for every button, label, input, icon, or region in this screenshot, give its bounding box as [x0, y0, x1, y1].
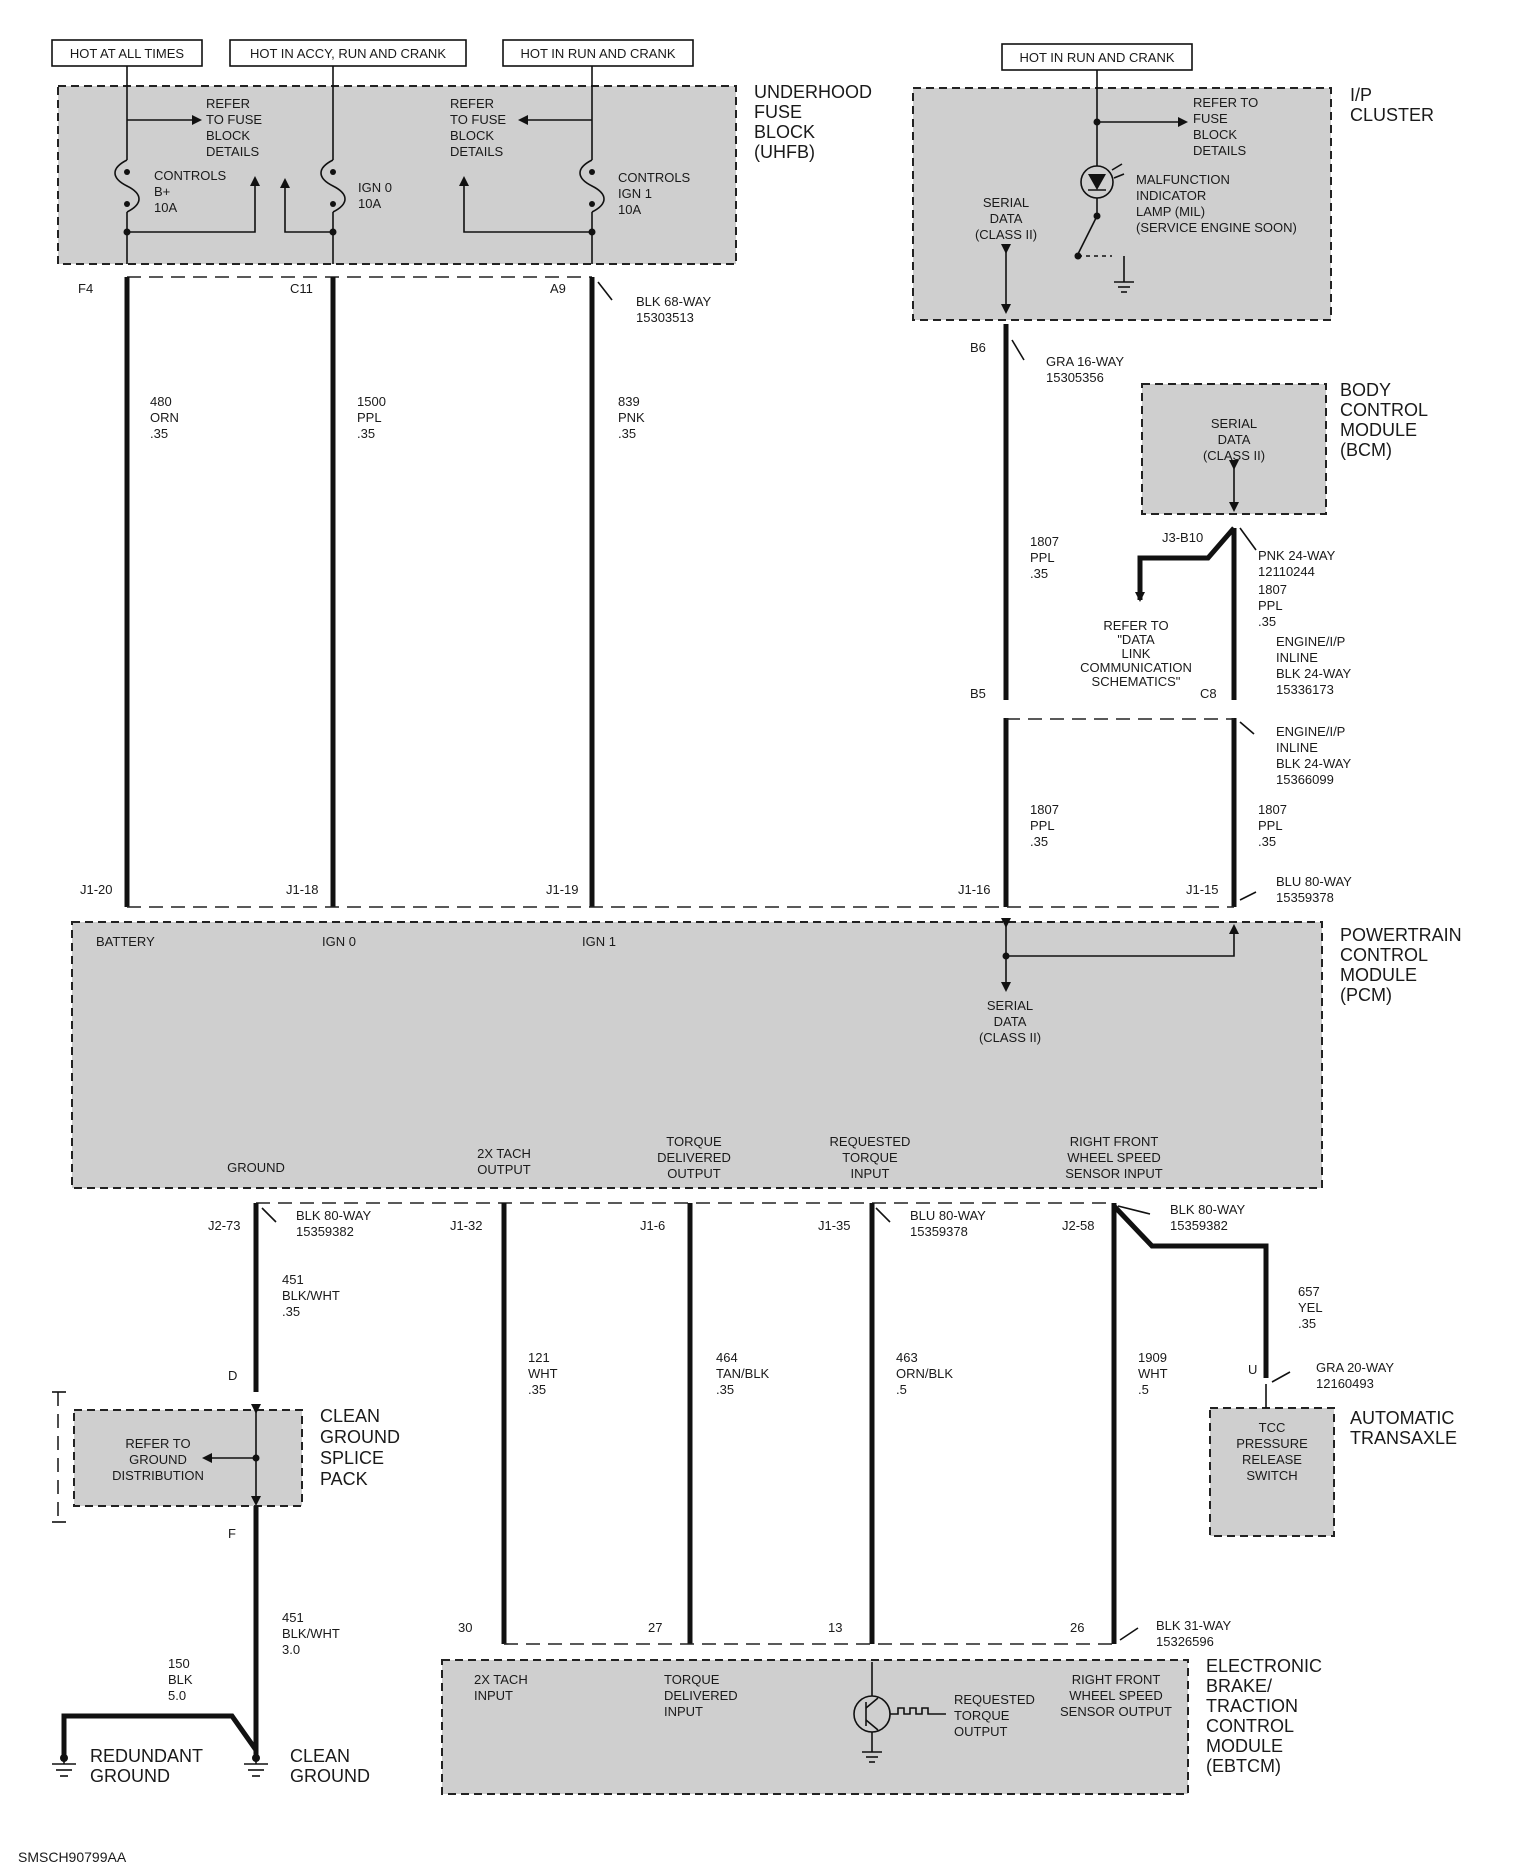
svg-text:TO FUSE: TO FUSE [450, 112, 507, 127]
redundant-ground-icon [52, 1754, 76, 1776]
svg-text:MODULE: MODULE [1340, 965, 1418, 985]
svg-text:CONTROL: CONTROL [1206, 1716, 1295, 1736]
svg-text:F: F [228, 1526, 236, 1541]
svg-text:PPL: PPL [1030, 550, 1055, 565]
svg-text:J1-32: J1-32 [450, 1218, 483, 1233]
svg-text:BLK 80-WAY: BLK 80-WAY [296, 1208, 372, 1223]
svg-text:I/P: I/P [1350, 85, 1373, 105]
svg-text:30: 30 [458, 1620, 473, 1635]
svg-text:PACK: PACK [320, 1469, 368, 1489]
svg-text:10A: 10A [618, 202, 642, 217]
svg-text:SERIAL: SERIAL [982, 195, 1030, 210]
svg-text:REFER: REFER [450, 96, 495, 111]
svg-text:MODULE: MODULE [1340, 420, 1418, 440]
svg-text:IGN 0: IGN 0 [322, 934, 356, 949]
svg-text:(UHFB): (UHFB) [754, 142, 815, 162]
svg-text:(BCM): (BCM) [1340, 440, 1392, 460]
svg-text:REFER: REFER [206, 96, 251, 111]
svg-text:1807: 1807 [1258, 802, 1287, 817]
svg-text:27: 27 [648, 1620, 663, 1635]
wire-serial-data-ipc [1006, 324, 1059, 907]
svg-text:HOT IN RUN AND CRANK: HOT IN RUN AND CRANK [1019, 50, 1175, 65]
svg-text:GRA 20-WAY: GRA 20-WAY [1316, 1360, 1395, 1375]
svg-text:PNK 24-WAY: PNK 24-WAY [1258, 548, 1336, 563]
svg-text:10A: 10A [358, 196, 382, 211]
svg-text:TAN/BLK: TAN/BLK [716, 1366, 770, 1381]
svg-text:TORQUE: TORQUE [664, 1672, 720, 1687]
svg-text:INPUT: INPUT [664, 1704, 703, 1719]
svg-text:J1-15: J1-15 [1186, 882, 1219, 897]
svg-text:15359378: 15359378 [910, 1224, 968, 1239]
svg-text:FUSE: FUSE [754, 102, 803, 122]
svg-text:480: 480 [150, 394, 172, 409]
svg-text:15366099: 15366099 [1276, 772, 1334, 787]
svg-text:POWERTRAIN: POWERTRAIN [1340, 925, 1462, 945]
ip-cluster-connector [970, 340, 1124, 385]
svg-text:BLOCK: BLOCK [754, 122, 816, 142]
svg-text:C8: C8 [1200, 686, 1217, 701]
svg-text:TRACTION: TRACTION [1206, 1696, 1298, 1716]
svg-text:13: 13 [828, 1620, 843, 1635]
svg-text:UNDERHOOD: UNDERHOOD [754, 82, 873, 102]
clean-ground-icon [244, 1754, 268, 1776]
svg-text:PPL: PPL [1258, 598, 1283, 613]
wire-requested-torque [872, 1203, 953, 1644]
wire-serial-data-bcm [1234, 528, 1287, 907]
svg-text:463: 463 [896, 1350, 918, 1365]
powertrain-control-module [72, 922, 1462, 1188]
svg-text:BLK/WHT: BLK/WHT [282, 1288, 340, 1303]
svg-text:REQUESTED: REQUESTED [954, 1692, 1035, 1707]
svg-text:DETAILS: DETAILS [206, 144, 260, 159]
svg-text:(CLASS II): (CLASS II) [978, 1030, 1042, 1045]
svg-text:HOT AT ALL TIMES: HOT AT ALL TIMES [69, 46, 185, 61]
hot-label-run-crank [503, 40, 693, 66]
svg-text:(EBTCM): (EBTCM) [1206, 1756, 1281, 1776]
svg-text:GROUND: GROUND [129, 1452, 187, 1467]
svg-text:12110244: 12110244 [1258, 564, 1315, 579]
svg-text:IGN 0: IGN 0 [358, 180, 392, 195]
svg-text:REQUESTED: REQUESTED [829, 1134, 911, 1149]
svg-text:DELIVERED: DELIVERED [657, 1150, 731, 1165]
svg-text:B6: B6 [970, 340, 986, 355]
svg-text:BLOCK: BLOCK [206, 128, 251, 143]
svg-text:J1-35: J1-35 [818, 1218, 851, 1233]
svg-text:REFER TO: REFER TO [125, 1436, 191, 1451]
svg-text:J1-18: J1-18 [286, 882, 319, 897]
svg-text:PPL: PPL [1258, 818, 1283, 833]
svg-text:BLK/WHT: BLK/WHT [282, 1626, 340, 1641]
svg-text:RIGHT FRONT: RIGHT FRONT [1069, 1134, 1159, 1149]
svg-text:839: 839 [618, 394, 640, 409]
svg-text:TCC: TCC [1258, 1420, 1286, 1435]
svg-text:OUTPUT: OUTPUT [477, 1162, 531, 1177]
svg-text:PRESSURE: PRESSURE [1236, 1436, 1308, 1451]
svg-text:3.0: 3.0 [282, 1642, 301, 1657]
svg-text:GROUND: GROUND [227, 1160, 285, 1175]
svg-text:5.0: 5.0 [168, 1688, 187, 1703]
svg-text:DISTRIBUTION: DISTRIBUTION [112, 1468, 204, 1483]
svg-text:15305356: 15305356 [1046, 370, 1104, 385]
svg-text:1807: 1807 [1258, 582, 1287, 597]
wire-redundant-ground [64, 1656, 256, 1758]
svg-text:BLK 24-WAY: BLK 24-WAY [1276, 666, 1352, 681]
bcm-connector [1162, 528, 1336, 579]
svg-text:DATA: DATA [989, 211, 1023, 226]
svg-text:CONTROLS: CONTROLS [618, 170, 691, 185]
pcm-connector-bottom [208, 1202, 1245, 1239]
svg-text:.35: .35 [618, 426, 637, 441]
svg-text:SERIAL: SERIAL [1210, 416, 1258, 431]
svg-text:A9: A9 [550, 281, 566, 296]
svg-text:.35: .35 [357, 426, 376, 441]
svg-text:.35: .35 [150, 426, 169, 441]
svg-text:.5: .5 [1138, 1382, 1149, 1397]
svg-text:PPL: PPL [1030, 818, 1055, 833]
svg-text:RIGHT FRONT: RIGHT FRONT [1071, 1672, 1161, 1687]
svg-text:BLOCK: BLOCK [450, 128, 495, 143]
svg-text:(SERVICE ENGINE SOON): (SERVICE ENGINE SOON) [1136, 220, 1297, 235]
svg-text:J1-16: J1-16 [958, 882, 991, 897]
hot-label-run-crank-ip [1002, 44, 1192, 70]
svg-text:TO FUSE: TO FUSE [206, 112, 263, 127]
hot-label-all-times [52, 40, 202, 66]
svg-text:SCHEMATICS": SCHEMATICS" [1091, 674, 1181, 689]
svg-text:TORQUE: TORQUE [842, 1150, 898, 1165]
svg-text:WHEEL SPEED: WHEEL SPEED [1067, 1150, 1161, 1165]
svg-text:451: 451 [282, 1610, 304, 1625]
svg-text:BRAKE/: BRAKE/ [1206, 1676, 1273, 1696]
svg-text:ENGINE/I/P: ENGINE/I/P [1276, 724, 1346, 739]
svg-text:PNK: PNK [618, 410, 645, 425]
svg-text:.35: .35 [1030, 834, 1049, 849]
svg-text:BLK: BLK [168, 1672, 193, 1687]
svg-text:.35: .35 [1298, 1316, 1317, 1331]
svg-text:451: 451 [282, 1272, 304, 1287]
svg-text:YEL: YEL [1298, 1300, 1323, 1315]
svg-text:HOT IN RUN AND CRANK: HOT IN RUN AND CRANK [520, 46, 676, 61]
svg-text:ENGINE/I/P: ENGINE/I/P [1276, 634, 1346, 649]
svg-text:BLK 80-WAY: BLK 80-WAY [1170, 1202, 1246, 1217]
svg-text:ORN: ORN [150, 410, 179, 425]
svg-text:INDICATOR: INDICATOR [1136, 188, 1207, 203]
svg-text:TRANSAXLE: TRANSAXLE [1350, 1428, 1458, 1448]
svg-text:OUTPUT: OUTPUT [954, 1724, 1008, 1739]
svg-text:657: 657 [1298, 1284, 1320, 1299]
svg-text:J2-73: J2-73 [208, 1218, 241, 1233]
svg-text:1500: 1500 [357, 394, 386, 409]
svg-text:J1-6: J1-6 [640, 1218, 666, 1233]
svg-text:D: D [228, 1368, 238, 1383]
svg-text:DETAILS: DETAILS [450, 144, 504, 159]
clean-ground-label: GROUND [290, 1766, 370, 1786]
svg-text:IGN 1: IGN 1 [582, 934, 616, 949]
underhood-fuse-block [58, 66, 872, 264]
engine-ip-inline-connector [970, 634, 1351, 787]
svg-text:BLK 68-WAY: BLK 68-WAY [636, 294, 712, 309]
svg-text:BLU 80-WAY: BLU 80-WAY [910, 1208, 986, 1223]
svg-text:REFER TO: REFER TO [1193, 95, 1259, 110]
svg-text:"DATA: "DATA [1117, 632, 1155, 647]
svg-text:(CLASS II): (CLASS II) [974, 227, 1038, 242]
wire-ign1 [592, 277, 645, 907]
wire-torque-delivered [690, 1203, 770, 1644]
svg-text:.35: .35 [716, 1382, 735, 1397]
svg-text:ELECTRONIC: ELECTRONIC [1206, 1656, 1323, 1676]
svg-text:F4: F4 [78, 281, 94, 296]
svg-text:WHT: WHT [528, 1366, 558, 1381]
svg-text:1807: 1807 [1030, 802, 1059, 817]
svg-text:SENSOR OUTPUT: SENSOR OUTPUT [1060, 1704, 1172, 1719]
svg-text:(CLASS II): (CLASS II) [1202, 448, 1266, 463]
automatic-transaxle [1210, 1360, 1457, 1536]
svg-text:BLOCK: BLOCK [1193, 127, 1238, 142]
svg-text:AUTOMATIC: AUTOMATIC [1350, 1408, 1455, 1428]
svg-text:SENSOR INPUT: SENSOR INPUT [1065, 1166, 1163, 1181]
svg-text:CLUSTER: CLUSTER [1350, 105, 1435, 125]
body-control-module [1142, 380, 1428, 514]
svg-text:INLINE: INLINE [1276, 740, 1318, 755]
svg-text:J1-19: J1-19 [546, 882, 579, 897]
svg-text:COMMUNICATION: COMMUNICATION [1080, 660, 1192, 675]
svg-text:150: 150 [168, 1656, 190, 1671]
svg-text:J2-58: J2-58 [1062, 1218, 1095, 1233]
svg-text:DETAILS: DETAILS [1193, 143, 1247, 158]
svg-text:J3-B10: J3-B10 [1162, 530, 1204, 545]
svg-text:CONTROL: CONTROL [1340, 400, 1429, 420]
svg-text:DATA: DATA [1217, 432, 1251, 447]
svg-text:464: 464 [716, 1350, 738, 1365]
svg-text:INPUT: INPUT [474, 1688, 513, 1703]
svg-text:SPLICE: SPLICE [320, 1448, 385, 1468]
svg-text:DATA: DATA [993, 1014, 1027, 1029]
svg-text:PPL: PPL [357, 410, 382, 425]
svg-text:FUSE: FUSE [1193, 111, 1228, 126]
svg-text:15303513: 15303513 [636, 310, 694, 325]
svg-text:CONTROL: CONTROL [1340, 945, 1429, 965]
clean-ground-label: CLEAN [290, 1746, 351, 1766]
svg-text:CLEAN: CLEAN [320, 1406, 381, 1426]
svg-text:15326596: 15326596 [1156, 1634, 1214, 1649]
svg-text:INPUT: INPUT [850, 1166, 890, 1181]
svg-text:B+: B+ [154, 184, 171, 199]
svg-text:(PCM): (PCM) [1340, 985, 1392, 1005]
svg-text:GRA 16-WAY: GRA 16-WAY [1046, 354, 1125, 369]
svg-text:U: U [1248, 1362, 1258, 1377]
svg-text:.5: .5 [896, 1382, 907, 1397]
wire-battery [127, 277, 179, 907]
svg-text:1909: 1909 [1138, 1350, 1167, 1365]
svg-text:15359378: 15359378 [1276, 890, 1334, 905]
svg-text:15359382: 15359382 [1170, 1218, 1228, 1233]
wire-tach [504, 1203, 558, 1644]
svg-text:IGN 1: IGN 1 [618, 186, 652, 201]
svg-text:REFER TO: REFER TO [1103, 618, 1169, 633]
svg-text:.35: .35 [1030, 566, 1049, 581]
svg-text:.35: .35 [1258, 614, 1277, 629]
svg-text:GROUND: GROUND [320, 1427, 400, 1447]
redundant-ground-label: GROUND [90, 1766, 170, 1786]
svg-text:15336173: 15336173 [1276, 682, 1334, 697]
svg-text:CONTROLS: CONTROLS [154, 168, 227, 183]
svg-text:B5: B5 [970, 686, 986, 701]
svg-text:LAMP (MIL): LAMP (MIL) [1136, 204, 1206, 219]
ip-cluster [913, 70, 1434, 320]
svg-text:BATTERY: BATTERY [96, 934, 155, 949]
svg-text:121: 121 [528, 1350, 550, 1365]
svg-text:15359382: 15359382 [296, 1224, 354, 1239]
svg-text:DELIVERED: DELIVERED [664, 1688, 738, 1703]
wire-ign0 [333, 277, 386, 907]
ebtcm-module [442, 1656, 1322, 1794]
svg-text:WHT: WHT [1138, 1366, 1168, 1381]
svg-text:OUTPUT: OUTPUT [667, 1166, 721, 1181]
svg-text:C11: C11 [290, 281, 313, 296]
svg-text:RELEASE: RELEASE [1242, 1452, 1302, 1467]
svg-text:J1-20: J1-20 [80, 882, 113, 897]
svg-text:BLU 80-WAY: BLU 80-WAY [1276, 874, 1352, 889]
svg-text:INLINE: INLINE [1276, 650, 1318, 665]
svg-text:MODULE: MODULE [1206, 1736, 1284, 1756]
svg-text:.35: .35 [1258, 834, 1277, 849]
svg-text:1807: 1807 [1030, 534, 1059, 549]
svg-text:.35: .35 [528, 1382, 547, 1397]
wire-wheel-speed [1114, 1203, 1168, 1644]
svg-text:TORQUE: TORQUE [666, 1134, 722, 1149]
svg-text:LINK: LINK [1121, 646, 1151, 661]
svg-text:10A: 10A [154, 200, 178, 215]
figure-id: SMSCH90799AA [18, 1849, 127, 1865]
svg-text:MALFUNCTION: MALFUNCTION [1136, 172, 1230, 187]
data-link-branch [1080, 528, 1234, 689]
redundant-ground-label: REDUNDANT [90, 1746, 204, 1766]
hot-label-accy-run-crank [230, 40, 466, 66]
svg-text:BLK 31-WAY: BLK 31-WAY [1156, 1618, 1232, 1633]
svg-text:.35: .35 [282, 1304, 301, 1319]
svg-text:BODY: BODY [1340, 380, 1392, 400]
svg-text:SERIAL: SERIAL [986, 998, 1034, 1013]
svg-text:ORN/BLK: ORN/BLK [896, 1366, 954, 1381]
svg-text:WHEEL SPEED: WHEEL SPEED [1069, 1688, 1163, 1703]
svg-text:SWITCH: SWITCH [1246, 1468, 1298, 1483]
svg-text:12160493: 12160493 [1316, 1376, 1374, 1391]
clean-ground-splice-pack [52, 1368, 400, 1541]
uhfb-connector [78, 277, 711, 325]
svg-text:2X TACH: 2X TACH [474, 1672, 528, 1687]
svg-text:26: 26 [1070, 1620, 1085, 1635]
svg-text:HOT IN ACCY, RUN AND CRANK: HOT IN ACCY, RUN AND CRANK [249, 46, 447, 61]
svg-text:BLK 24-WAY: BLK 24-WAY [1276, 756, 1352, 771]
wire-clean-ground [256, 1506, 340, 1758]
pcm-connector-top [80, 874, 1352, 907]
svg-text:TORQUE: TORQUE [954, 1708, 1010, 1723]
svg-text:2X TACH: 2X TACH [477, 1146, 531, 1161]
